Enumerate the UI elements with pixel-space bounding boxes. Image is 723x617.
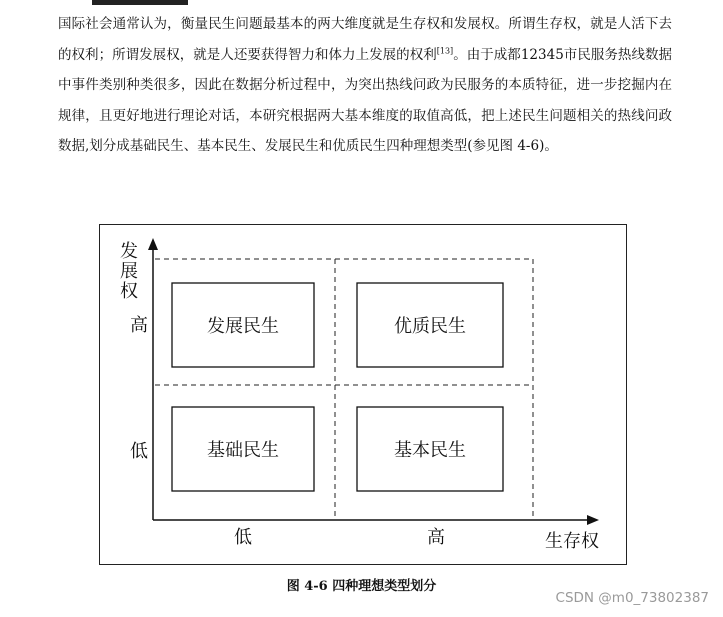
body-paragraph [58, 9, 672, 162]
x-tick-high: 高 [427, 527, 445, 548]
x-axis-arrow [587, 515, 599, 525]
quadrant-label-quality: 优质民生 [394, 316, 466, 337]
watermark: CSDN @m0_73802387 [555, 590, 709, 606]
citation-marker: [13] [436, 46, 454, 55]
y-tick-high: 高 [130, 315, 148, 336]
quadrant-label-basic: 基本民生 [394, 440, 466, 461]
y-axis-arrow [148, 238, 158, 250]
paragraph-text-1: 国际社会通常认为，衡量民生问题最基本的两大维度就是生存权和发展权。所谓生存权，就是人活下去的权利；所谓发展权，就是人还要获得智力和体力上发展的权利 [58, 16, 672, 63]
y-axis-label-char: 权 [120, 281, 138, 302]
y-axis-label-char: 发 [120, 241, 138, 262]
paragraph-text-2: 。由于成都12345市民服务热线数据中事件类别种类很多，因此在数据分析过程中，为突出热线问政为民服务的本质特征，进一步挖掘内在规律，且更好地进行理论对话，本研究根据两大基本维度的取值高低，把上述民生问题相关的热线问政数据,划分成基础民生、基本民生、发展民生和优质民生四种理想类型(参见图 4-6)。 [58, 46, 672, 154]
x-tick-low: 低 [234, 527, 252, 548]
quadrant-diagram [99, 224, 627, 565]
x-axis-label: 生存权 [545, 531, 599, 552]
y-axis-label-char: 展 [120, 261, 138, 282]
figure-caption: 图 4-6 四种理想类型划分 [286, 579, 437, 594]
cut-off-heading [92, 0, 188, 5]
y-tick-low: 低 [130, 441, 148, 462]
quadrant-label-development: 发展民生 [207, 316, 279, 337]
quadrant-label-foundation: 基础民生 [207, 440, 279, 461]
